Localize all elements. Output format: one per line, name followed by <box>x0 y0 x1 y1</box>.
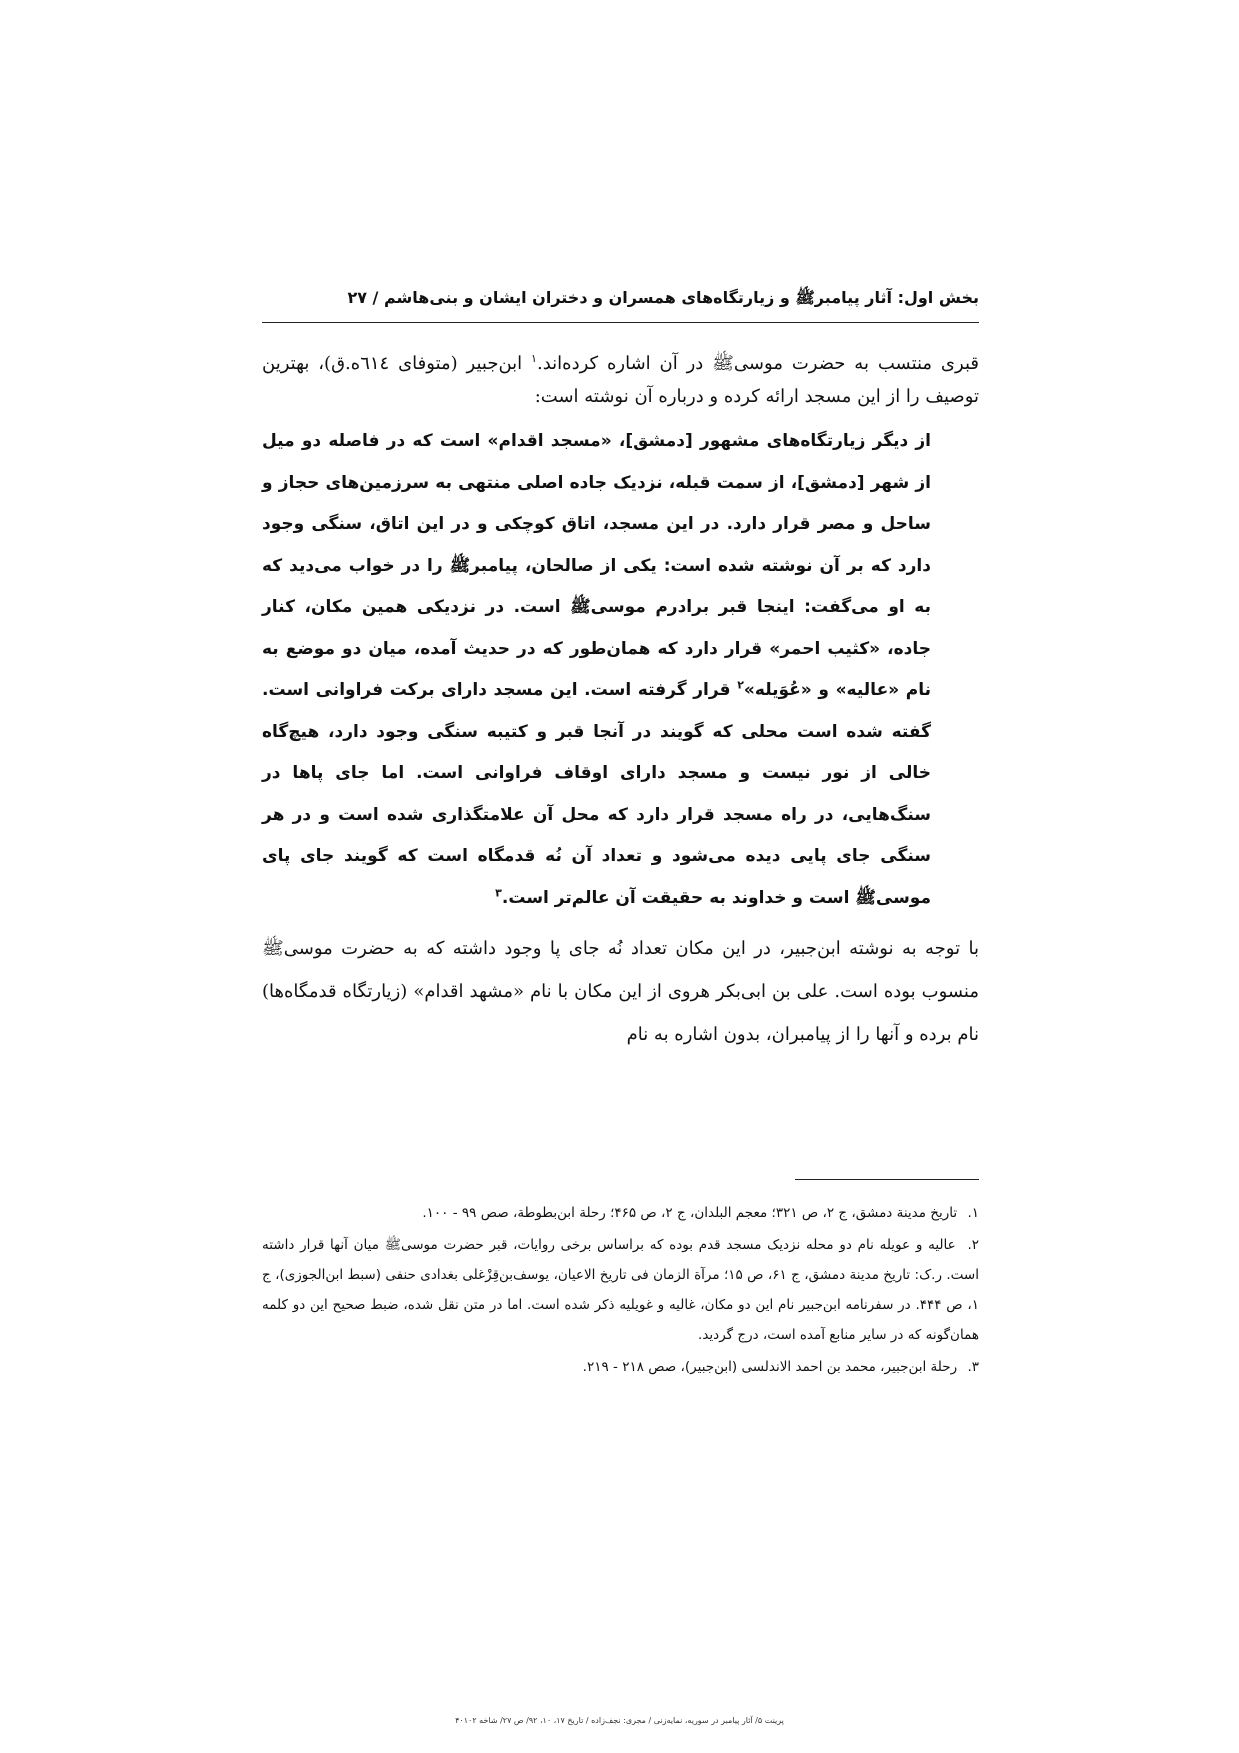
running-title: بخش اول: آثار پیامبرﷺ و زیارتگاه‌های همسران و دختران ایشان و بنی‌هاشم <box>383 288 979 307</box>
footnote-text: تاریخ مدینة دمشق، ج ۲، ص ۳۲۱؛ معجم البلدان، ج ۲، ص ۴۶۵؛ رحلة ابن‌بطوطة، صص ۹۹ - ۱۰۰. <box>422 1205 958 1221</box>
footnote-rule <box>795 1179 979 1180</box>
intro-text: قبری منتسب به حضرت موسیﷺ در آن اشاره کرده‌اند. <box>536 353 979 374</box>
footnote-number: ۲. <box>967 1237 979 1253</box>
page-number: ۲۷ <box>347 288 367 307</box>
footnote-item <box>262 1198 979 1228</box>
running-header <box>262 284 979 312</box>
intro-paragraph <box>262 347 979 413</box>
header-separator: / <box>372 288 379 307</box>
quote-part-2: قرار گرفته است. این مسجد دارای برکت فراوانی است. گفته شده است محلی که گویند در آنجا قبر و کتیبه سنگی وجود دارد، هیچ‌گاه خالی از نور نیست و مسجد دارای اوقاف فراوانی است. اما جای پاها در سنگ‌هایی، در راه مسجد قرار دارد که محل آن علامتگذاری شده است و در هر سنگی جای پایی دیده می‌شود و تعداد آن نُه قدمگاه است که گویند جای پای موسیﷺ است و خداوند به حقیقت آن عالم‌تر است. <box>262 680 931 908</box>
main-text <box>262 347 979 1056</box>
print-imprint: پرینت ۵/ آثار پیامبر در سوریه، نمایه‌زنی / مجری: نجف‌زاده / تاریخ ۱۷، ۱۰، ۹۲/ ص ۲۷/ شاخه ۴۰۱۰۲ <box>455 1716 784 1725</box>
block-quote <box>262 421 931 919</box>
footnote-number: ۳. <box>967 1359 979 1375</box>
quote-part-1: از دیگر زیارتگاه‌های مشهور [دمشق]، «مسجد اقدام» است که در فاصله دو میل از شهر [دمشق]، از سمت قبله، نزدیک جاده اصلی منتهی به سرزمین‌های حجاز و ساحل و مصر قرار دارد. در این مسجد، اتاق کوچکی و در این اتاق، سنگی وجود دارد که بر آن نوشته شده است: یکی از صالحان، پیامبرﷺ را در خواب می‌دید که به او می‌گفت: اینجا قبر برادرم موسیﷺ است. در نزدیکی همین مکان، کنار جاده، «کثیب احمر» قرار دارد که همان‌طور که در حدیث آمده، میان دو موضع به نام «عالیه» و «عُوَیله» <box>262 431 931 700</box>
footnote-marker-2: ۲ <box>737 678 744 692</box>
footnote-text: عالیه و عویله نام دو محله نزدیک مسجد قدم بوده که براساس برخی روایات، قبر حضرت موسیﷺ میان آنها قرار داشته است. ر.ک: تاریخ مدینة دمشق، ج ۶۱، ص ۱۵؛ مرآة الزمان فی تاریخ الاعیان، یوسف‌بن‌قِزْغلی بغدادی حنفی (سبط ابن‌الجوزی)، ج ۱، ص ۴۴۴. در سفرنامه ابن‌جبیر نام این دو مکان، غالیه و غویلیه ذکر شده است. اما در متن نقل شده، ضبط صحیح این دو کلمه همان‌گونه که در سایر منابع آمده است، درج گردید. <box>262 1237 979 1343</box>
footnote-marker-1: ۱ <box>531 352 537 365</box>
footnote-text: رحلة ابن‌جبیر، محمد بن احمد الاندلسی (ابن‌جبیر)، صص ۲۱۸ - ۲۱۹. <box>582 1359 958 1375</box>
footnote-item <box>262 1352 979 1382</box>
footnote-item <box>262 1230 979 1350</box>
footnote-number: ۱. <box>967 1205 979 1221</box>
paragraph-2 <box>262 927 979 1056</box>
intro-text-2: ابن‌جبیر (متوفای ٦١٤ه.ق)، بهترین توصیف را از این مسجد ارائه کرده و درباره آن نوشته است: <box>262 353 979 407</box>
header-rule <box>262 322 979 323</box>
footnote-marker-3: ۳ <box>495 885 502 899</box>
footnotes <box>262 1198 979 1384</box>
paragraph-2-text: با توجه به نوشته ابن‌جبیر، در این مکان تعداد نُه جای پا وجود داشته که به حضرت موسیﷺ منسوب بوده است. علی بن ابی‌بکر هروی از این مکان با نام «مشهد اقدام» (زیارتگاه قدمگاه‌ها) نام برده و آنها را از پیامبران، بدون اشاره به نام <box>262 938 979 1045</box>
